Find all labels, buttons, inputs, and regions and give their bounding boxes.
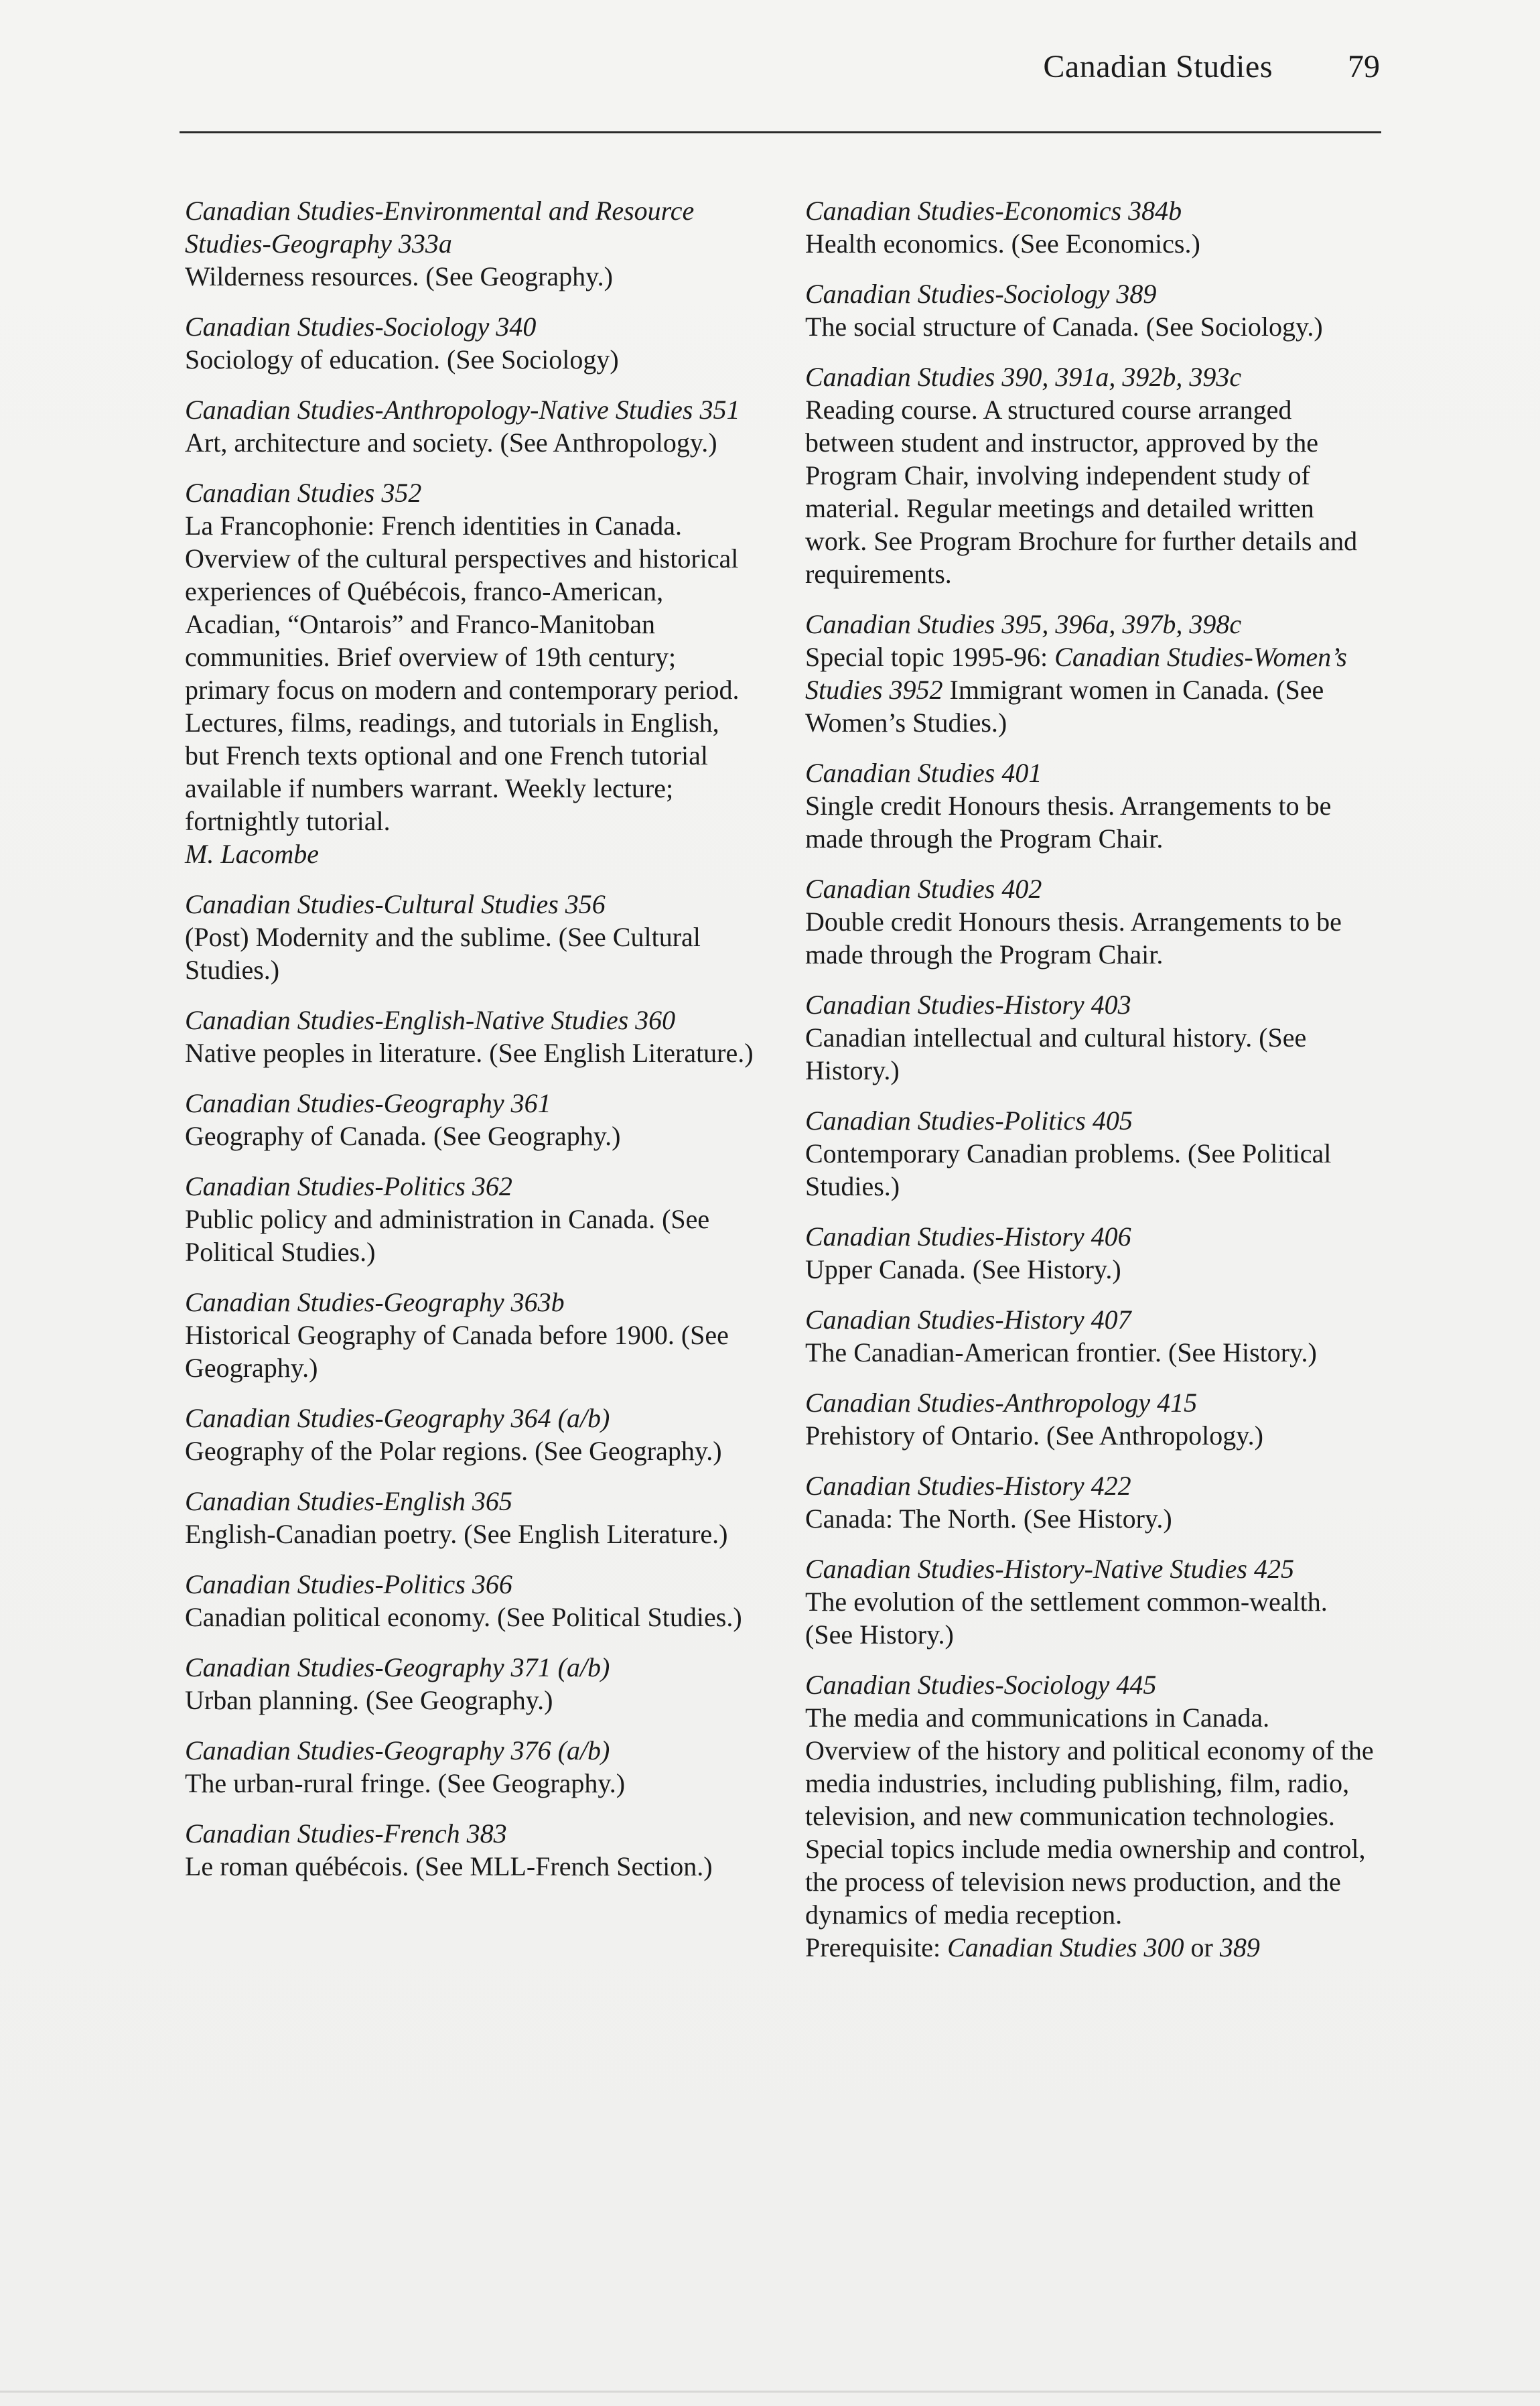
course-entry: [805, 277, 1375, 343]
course-title: Canadian Studies-English 365: [185, 1486, 512, 1516]
course-title: Canadian Studies-Sociology 445: [805, 1670, 1157, 1700]
course-title: Canadian Studies-English-Native Studies 360: [185, 1005, 676, 1035]
course-entry: [805, 872, 1375, 971]
course-title: Canadian Studies-French 383: [185, 1818, 507, 1849]
course-entry: [805, 1303, 1375, 1369]
course-entry: [185, 1402, 754, 1467]
course-description: Geography of the Polar regions. (See Geography.): [185, 1436, 722, 1466]
course-title: Canadian Studies-Economics 384b: [805, 196, 1182, 226]
course-description: Urban planning. (See Geography.): [185, 1685, 553, 1715]
course-entry: [185, 310, 754, 376]
course-entry: [185, 1651, 754, 1717]
course-title: Canadian Studies-Politics 366: [185, 1569, 512, 1599]
course-entry: [185, 1087, 754, 1152]
course-entry: [185, 1485, 754, 1550]
header-rule: [180, 131, 1381, 133]
course-title: Canadian Studies-Geography 371 (a/b): [185, 1652, 610, 1682]
course-entry: [805, 1552, 1375, 1651]
course-description: [805, 641, 1375, 739]
course-description: Native peoples in literature. (See English Literature.): [185, 1038, 754, 1068]
course-description: Prehistory of Ontario. (See Anthropology.): [805, 1420, 1263, 1451]
course-title: Canadian Studies 390, 391a, 392b, 393c: [805, 362, 1242, 392]
course-title: Canadian Studies-Anthropology-Native Studies 351: [185, 395, 740, 425]
page-header: [181, 46, 1380, 92]
course-title: Canadian Studies-History 422: [805, 1471, 1131, 1501]
course-description: (Post) Modernity and the sublime. (See Cultural Studies.): [185, 922, 701, 985]
right-column: [805, 194, 1375, 1981]
course-title: Canadian Studies-Sociology 340: [185, 312, 537, 342]
course-title: Canadian Studies-Cultural Studies 356: [185, 889, 606, 919]
course-title: Canadian Studies-Geography 361: [185, 1088, 551, 1118]
course-description: Single credit Honours thesis. Arrangements to be made through the Program Chair.: [805, 791, 1332, 854]
left-column: [185, 194, 754, 1900]
course-description: Canadian political economy. (See Political Studies.): [185, 1602, 742, 1632]
course-title: Canadian Studies-Politics 362: [185, 1171, 512, 1201]
course-entry: [805, 1104, 1375, 1203]
course-title: Canadian Studies-History 406: [805, 1221, 1131, 1252]
course-title: Canadian Studies 395, 396a, 397b, 398c: [805, 609, 1242, 639]
course-description: Canada: The North. (See History.): [805, 1503, 1172, 1534]
course-description: The Canadian-American frontier. (See History.): [805, 1337, 1317, 1367]
course-title: Canadian Studies 352: [185, 478, 422, 508]
course-title: Canadian Studies-History-Native Studies 425: [805, 1554, 1294, 1584]
course-description: Health economics. (See Economics.): [805, 228, 1200, 259]
prerequisite-label: Prerequisite:: [805, 1932, 948, 1962]
course-description: Reading course. A structured course arranged between student and instructor, approved by the Program Chair, involving independent study of material. Regular meetings and detailed written work. See Program Brochure for further details and requirements.: [805, 395, 1358, 589]
course-prerequisite: [805, 1931, 1375, 1964]
course-description: The evolution of the settlement common-wealth. (See History.): [805, 1587, 1328, 1650]
course-title: Canadian Studies 401: [805, 758, 1042, 788]
course-description: Public policy and administration in Canada. (See Political Studies.): [185, 1204, 710, 1267]
course-description: Sociology of education. (See Sociology): [185, 344, 619, 375]
course-entry: [185, 393, 754, 459]
course-entry: [185, 1004, 754, 1069]
course-instructor: M. Lacombe: [185, 839, 319, 869]
course-title: Canadian Studies-Environmental and Resource Studies-Geography 333a: [185, 196, 695, 259]
prerequisite-course: Canadian Studies 300: [947, 1932, 1184, 1962]
description-suffix: Immigrant women in Canada. (See Women’s Studies.): [805, 675, 1324, 738]
course-entry: [185, 1734, 754, 1800]
course-description: The social structure of Canada. (See Sociology.): [805, 312, 1323, 342]
prerequisite-course: 389: [1219, 1932, 1260, 1962]
course-description: Upper Canada. (See History.): [805, 1254, 1121, 1284]
course-title: Canadian Studies-History 407: [805, 1305, 1131, 1335]
course-entry: [805, 1469, 1375, 1535]
running-head-title: Canadian Studies: [1043, 49, 1273, 84]
course-description: Le roman québécois. (See MLL-French Section.): [185, 1851, 713, 1881]
course-entry: [185, 476, 754, 870]
prerequisite-or: or: [1184, 1932, 1220, 1962]
course-description: La Francophonie: French identities in Canada. Overview of the cultural perspectives and historical experiences of Québécois, franco-American, Acadian, “Ontarois” and Franco-Manitoban communities. Brief overview of 19th century; primary focus on modern and contemporary period. Lectures, films, readings, and tutorials in English, but French texts optional and one French tutorial available if numbers warrant. Weekly lecture; fortnightly tutorial.: [185, 511, 740, 836]
course-description: The media and communications in Canada. Overview of the history and political economy of the media industries, including publishing, film, radio, television, and new communication technologies. Special topics include media ownership and control, the process of television news production, and the dynamics of media reception.: [805, 1702, 1374, 1930]
course-entry: [185, 1817, 754, 1883]
course-description: Wilderness resources. (See Geography.): [185, 261, 613, 291]
course-description: The urban-rural fringe. (See Geography.): [185, 1768, 626, 1798]
course-description: English-Canadian poetry. (See English Literature.): [185, 1519, 728, 1549]
page-number: 79: [1348, 49, 1380, 84]
course-entry: [805, 194, 1375, 260]
course-description: Geography of Canada. (See Geography.): [185, 1121, 621, 1151]
course-entry: [805, 1386, 1375, 1452]
course-entry: [805, 988, 1375, 1087]
course-title: Canadian Studies 402: [805, 874, 1042, 904]
description-prefix: Special topic 1995-96:: [805, 642, 1055, 672]
course-entry: [805, 360, 1375, 590]
course-entry: [185, 1568, 754, 1633]
course-description: Historical Geography of Canada before 1900. (See Geography.): [185, 1320, 729, 1383]
course-entry: [805, 1220, 1375, 1286]
course-entry: [185, 1286, 754, 1384]
course-entry: [805, 608, 1375, 739]
course-title: Canadian Studies-Politics 405: [805, 1106, 1133, 1136]
page-bottom-edge: [0, 2391, 1540, 2393]
course-description: Canadian intellectual and cultural history. (See History.): [805, 1022, 1307, 1085]
course-title: Canadian Studies-Sociology 389: [805, 279, 1157, 309]
course-entry: [185, 888, 754, 986]
course-description: Art, architecture and society. (See Anthropology.): [185, 427, 717, 458]
course-title: Canadian Studies-Anthropology 415: [805, 1388, 1198, 1418]
course-entry: [185, 194, 754, 293]
course-description: Double credit Honours thesis. Arrangements to be made through the Program Chair.: [805, 907, 1342, 970]
course-title: Canadian Studies-History 403: [805, 990, 1131, 1020]
course-entry: [185, 1170, 754, 1268]
course-title: Canadian Studies-Geography 363b: [185, 1287, 565, 1317]
course-description: Contemporary Canadian problems. (See Political Studies.): [805, 1138, 1332, 1201]
cross-listed-course: Canadian Studies-Women’s Studies 3952: [805, 642, 1347, 705]
course-entry: [805, 756, 1375, 855]
course-title: Canadian Studies-Geography 364 (a/b): [185, 1403, 610, 1433]
course-entry: [805, 1668, 1375, 1964]
course-title: Canadian Studies-Geography 376 (a/b): [185, 1735, 610, 1765]
